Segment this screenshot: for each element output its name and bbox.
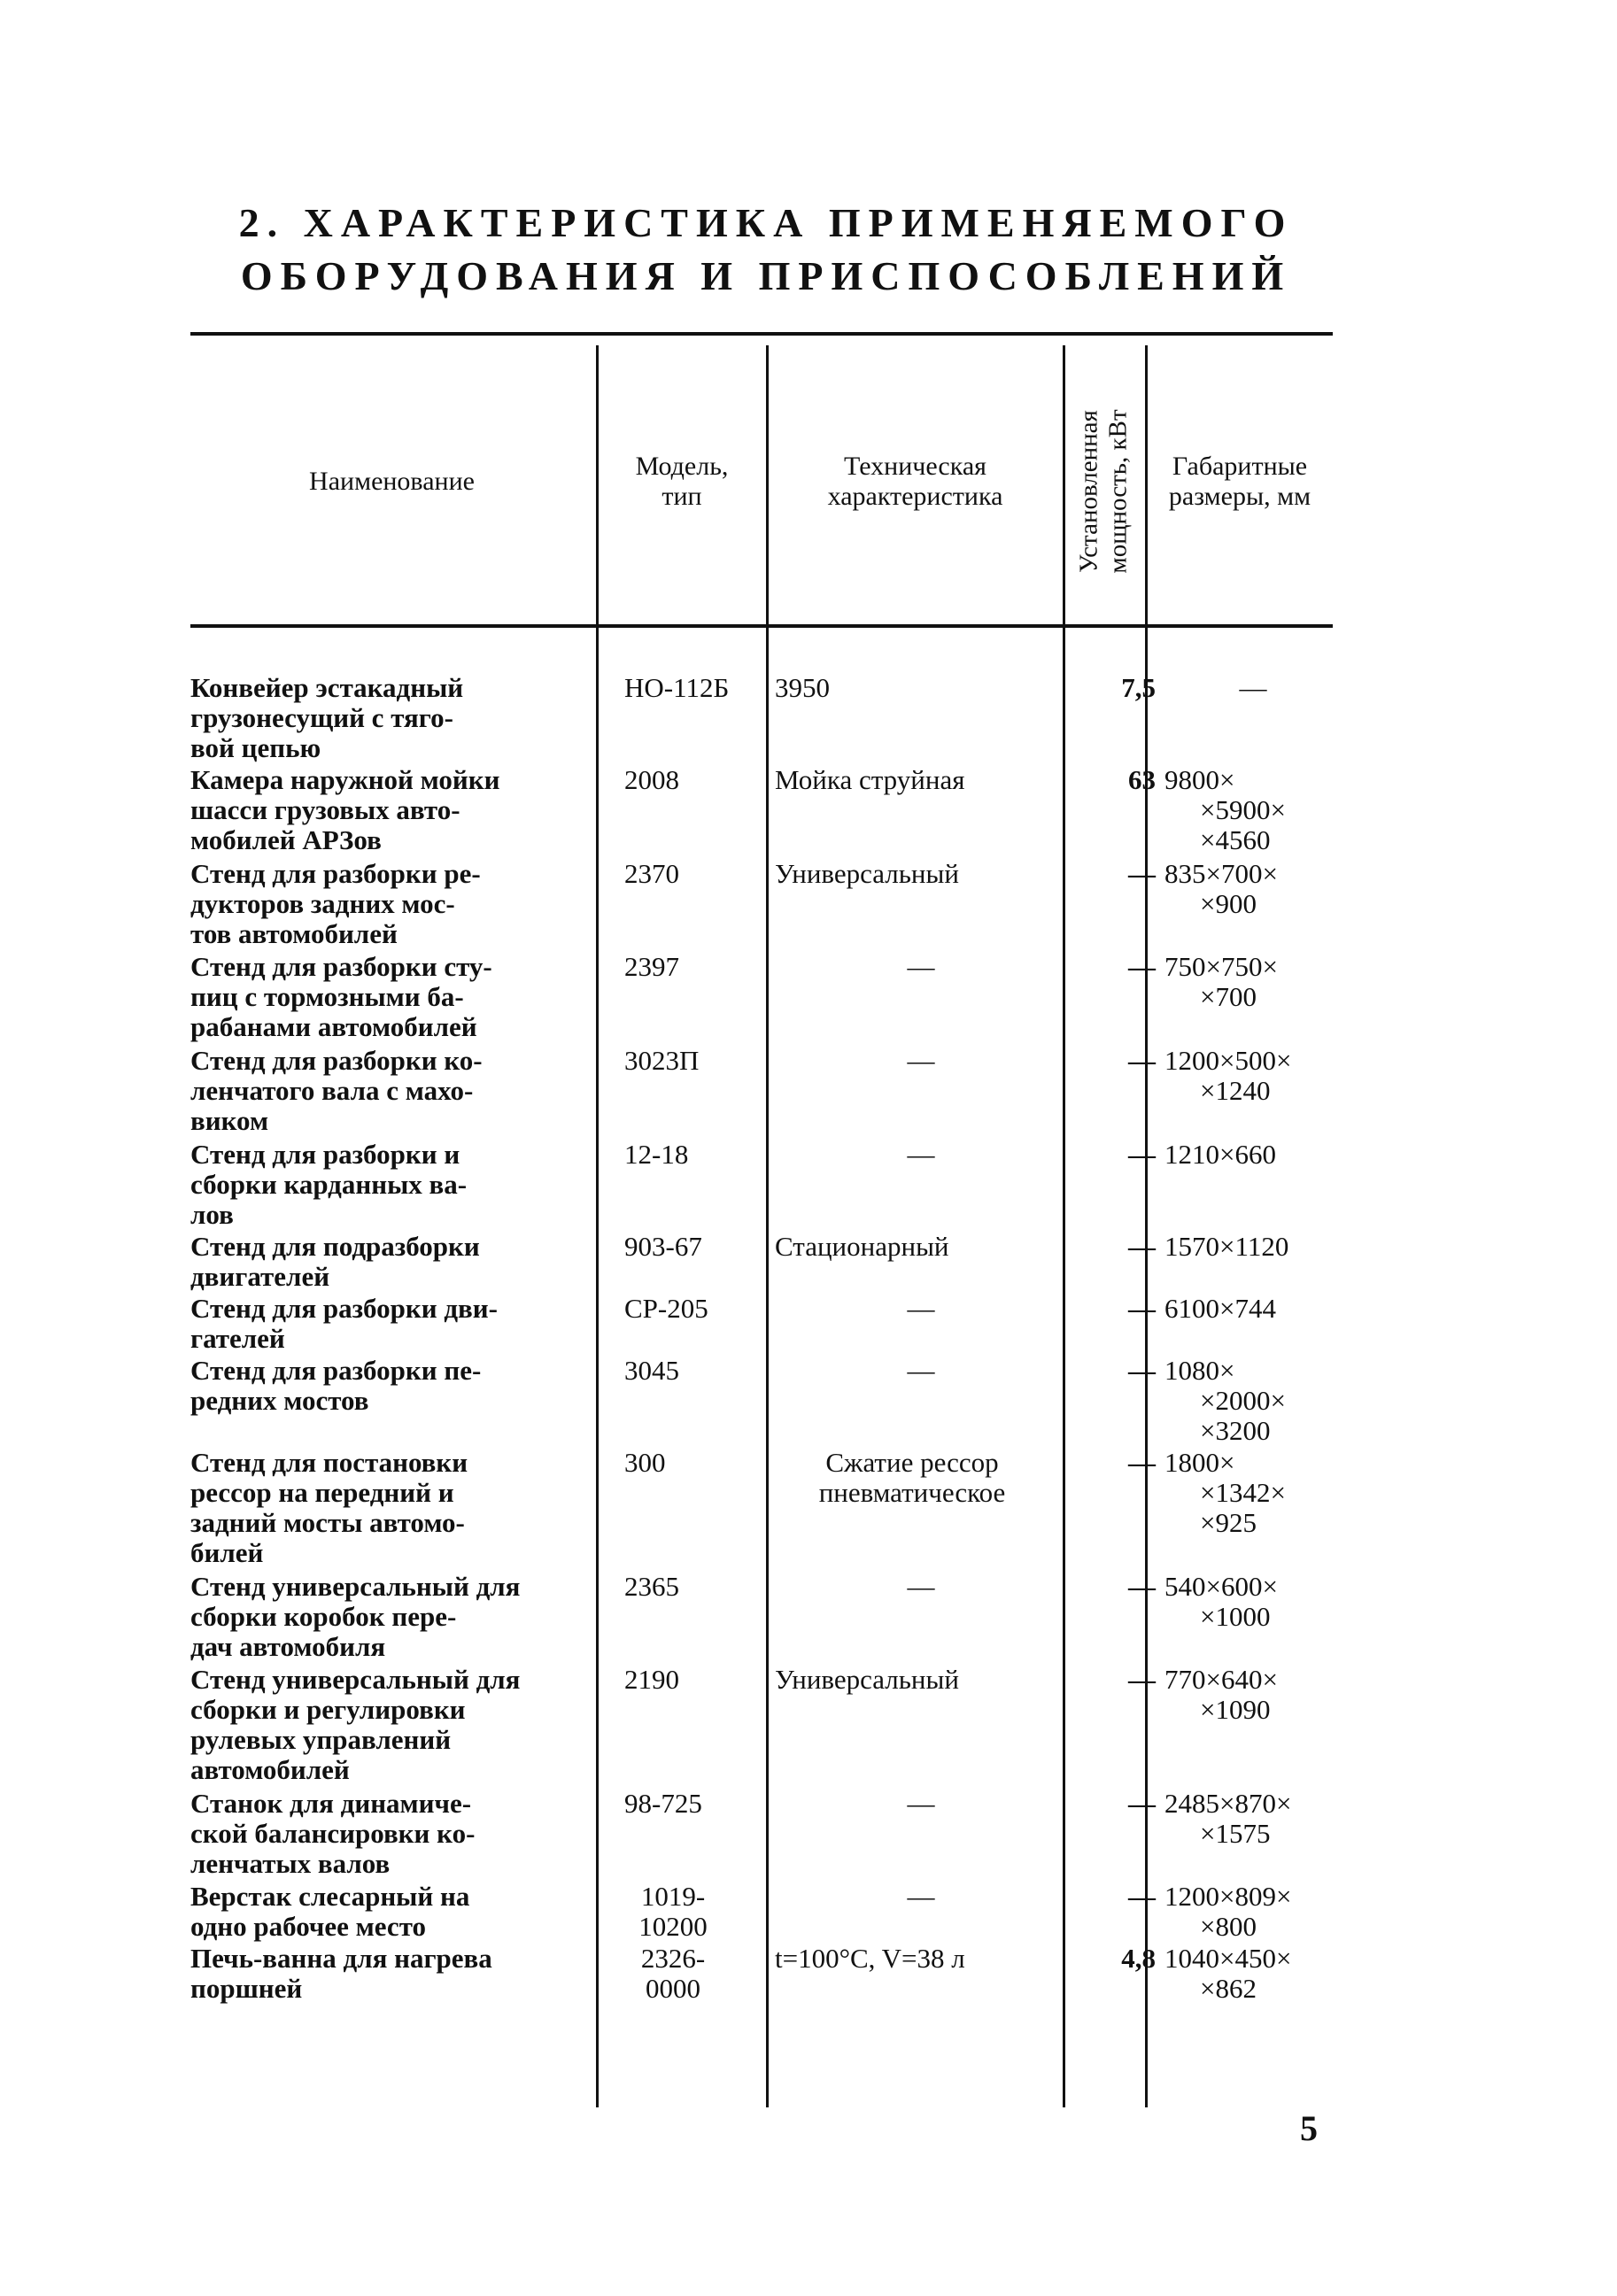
row-tech: — [907,1571,935,1602]
row-power: 4,8 [1121,1943,1156,1974]
table-top-rule [190,332,1333,336]
column-divider [766,345,769,2107]
header-power-line-1: Установленная [1074,410,1103,573]
row-tech: t=100°C, V=38 л [775,1943,965,1974]
row-power: — [1128,1571,1156,1602]
row-power: — [1128,1881,1156,1912]
row-dims: 1800× ×1342× ×925 [1164,1447,1286,1538]
header-power-line-2: мощность, кВт [1103,409,1133,574]
column-divider [596,345,599,2107]
row-model: 2397 [624,951,679,982]
header-model-line-1: Модель, [635,452,729,481]
row-power: — [1128,858,1156,889]
row-dims: 1210×660 [1164,1139,1276,1170]
row-power: — [1128,1231,1156,1262]
row-name: Стенд универсальный для сборки и регулировки рулевых управлений автомобилей [190,1664,521,1785]
header-tech-line-1: Техническая [844,452,986,481]
row-dims: 1080× ×2000× ×3200 [1164,1355,1286,1446]
row-tech: — [907,1788,935,1819]
row-name: Камера наружной мойки шасси грузовых авто- мобилей АРЗов [190,764,500,855]
equipment-table [190,332,1333,2107]
row-tech: — [907,1355,935,1386]
row-tech: 3950 [775,672,830,703]
row-dims: 770×640× ×1090 [1164,1664,1278,1725]
row-model: 12-18 [624,1139,689,1170]
row-tech: — [907,1881,935,1912]
title-line-2: ОБОРУДОВАНИЯ И ПРИСПОСОБЛЕНИЙ [240,253,1292,298]
header-name: Наименование [309,467,475,496]
row-power: — [1128,1664,1156,1695]
row-name: Стенд для подразборки двигателей [190,1231,480,1292]
row-model: 1019-10200 [638,1881,708,1942]
row-name: Печь-ванна для нагрева поршней [190,1943,492,2004]
row-power: — [1128,951,1156,982]
row-name: Стенд для разборки и сборки карданных ва- лов [190,1139,468,1230]
row-tech: — [907,1293,935,1324]
row-power: — [1128,1139,1156,1170]
row-power: — [1128,1045,1156,1076]
header-power [1063,359,1145,624]
row-dims: 1570×1120 [1164,1231,1289,1262]
page-title [195,197,1337,303]
row-tech: — [907,1045,935,1076]
row-tech: Универсальный [775,858,959,889]
row-dims: 6100×744 [1164,1293,1276,1324]
row-model: 98-725 [624,1788,702,1819]
row-dims: 1040×450× ×862 [1164,1943,1292,2004]
row-name: Верстак слесарный на одно рабочее место [190,1881,470,1942]
row-name: Стенд универсальный для сборки коробок пере- дач автомобиля [190,1571,521,1662]
header-model-line-2: тип [662,482,702,511]
row-dims: 540×600× ×1000 [1164,1571,1278,1632]
row-tech: Универсальный [775,1664,959,1695]
header-model [598,452,766,512]
title-line-1: 2. ХАРАКТЕРИСТИКА ПРИМЕНЯЕМОГО [238,200,1294,245]
row-name: Стенд для разборки ре- дукторов задних мос- тов автомобилей [190,858,481,949]
row-name: Стенд для разборки ко- ленчатого вала с махо- виком [190,1045,483,1136]
row-name: Стенд для разборки пе- редних мостов [190,1355,482,1416]
header-tech-line-2: характеристика [827,482,1003,511]
row-model: 300 [624,1447,666,1478]
row-dims: 1200×500× ×1240 [1164,1045,1292,1106]
header-dims [1147,452,1333,512]
row-name: Конвейер эстакадный грузонесущий с тяго- вой цепью [190,672,464,763]
row-model: СР-205 [624,1293,708,1324]
row-power: 7,5 [1121,672,1156,703]
row-dims: 1200×809× ×800 [1164,1881,1292,1942]
row-power: — [1128,1447,1156,1478]
row-power: — [1128,1788,1156,1819]
row-model: 2190 [624,1664,679,1695]
row-model: 903-67 [624,1231,702,1262]
row-model: 2326-0000 [640,1943,706,2004]
row-name: Стенд для разборки дви- гателей [190,1293,498,1354]
row-model: 2008 [624,764,679,795]
row-dims: 835×700× ×900 [1164,858,1278,919]
row-model: 3023П [624,1045,700,1076]
row-tech: — [907,1139,935,1170]
row-dims: — [1239,672,1267,703]
page-number: 5 [1300,2108,1318,2148]
row-tech: — [907,951,935,982]
row-dims: 750×750× ×700 [1164,951,1278,1012]
row-name: Станок для динамиче- ской балансировки ко- ленчатых валов [190,1788,476,1879]
row-power: 63 [1128,764,1156,795]
row-model: НО-112Б [624,672,730,703]
header-tech [768,452,1063,512]
row-power: — [1128,1355,1156,1386]
row-name: Стенд для постановки рессор на передний и задний мосты автомо- билей [190,1447,468,1568]
header-bottom-rule [190,624,1333,628]
row-tech: Мойка струйная [775,764,965,795]
row-model: 2365 [624,1571,679,1602]
header-dims-line-2: размеры, мм [1168,482,1311,511]
header-dims-line-1: Габаритные [1172,452,1308,481]
row-model: 3045 [624,1355,679,1386]
row-dims: 9800× ×5900× ×4560 [1164,764,1286,855]
row-name: Стенд для разборки сту- пиц с тормозными ба- рабанами автомобилей [190,951,492,1042]
row-tech: Сжатие рессор пневматическое [818,1447,1006,1508]
row-dims: 2485×870× ×1575 [1164,1788,1292,1849]
column-divider [1145,345,1148,2107]
row-model: 2370 [624,858,679,889]
row-power: — [1128,1293,1156,1324]
row-tech: Стационарный [775,1231,949,1262]
